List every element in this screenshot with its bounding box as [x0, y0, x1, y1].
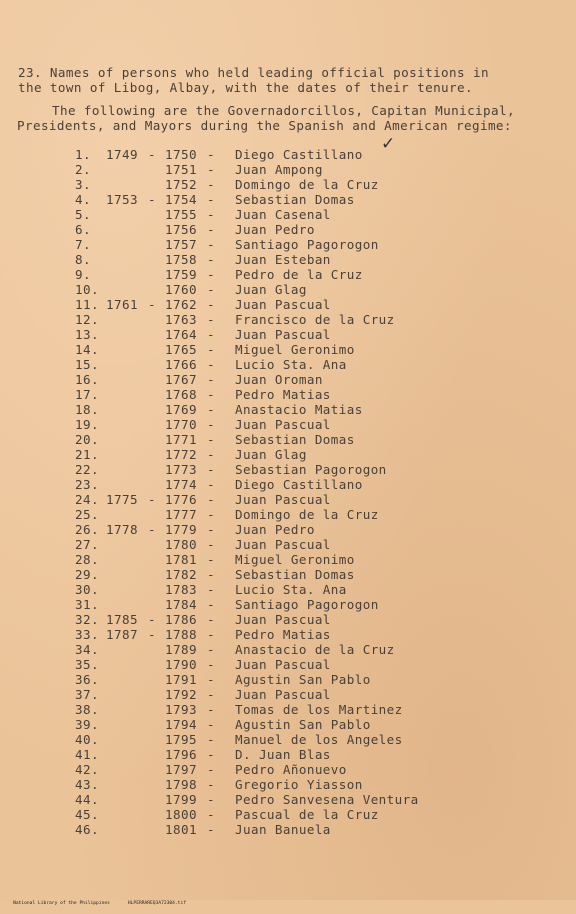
- end-year: 1769: [165, 402, 197, 417]
- start-year: 1749: [106, 147, 138, 162]
- official-name: D. Juan Blas: [235, 747, 331, 762]
- entry-number: 26.: [75, 522, 99, 537]
- official-name: Lucio Sta. Ana: [235, 357, 347, 372]
- entry-number: 6.: [75, 222, 91, 237]
- end-year: 1798: [165, 777, 197, 792]
- official-name: Agustin San Pablo: [235, 717, 371, 732]
- entry-number: 39.: [75, 717, 99, 732]
- name-dash: -: [207, 762, 215, 777]
- name-dash: -: [207, 627, 215, 642]
- name-dash: -: [207, 612, 215, 627]
- end-year: 1794: [165, 717, 197, 732]
- official-name: Pedro de la Cruz: [235, 267, 363, 282]
- official-name: Juan Pascual: [235, 417, 331, 432]
- name-dash: -: [207, 432, 215, 447]
- end-year: 1757: [165, 237, 197, 252]
- official-name: Juan Oroman: [235, 372, 323, 387]
- official-name: Juan Pascual: [235, 297, 331, 312]
- official-name: Juan Casenal: [235, 207, 331, 222]
- official-name: Pedro Sanvesena Ventura: [235, 792, 419, 807]
- check-mark-icon: ✓: [381, 134, 396, 154]
- heading-line-1: 23. Names of persons who held leading official positions in: [18, 65, 489, 80]
- intro-line-1: The following are the Governadorcillos, Capitan Municipal,: [52, 103, 515, 118]
- official-name: Anastacio de la Cruz: [235, 642, 395, 657]
- name-dash: -: [207, 477, 215, 492]
- official-name: Diego Castillano: [235, 147, 363, 162]
- official-name: Miguel Geronimo: [235, 552, 355, 567]
- official-name: Agustin San Pablo: [235, 672, 371, 687]
- name-dash: -: [207, 597, 215, 612]
- official-name: Sebastian Domas: [235, 192, 355, 207]
- official-name: Diego Castillano: [235, 477, 363, 492]
- name-dash: -: [207, 567, 215, 582]
- entry-number: 22.: [75, 462, 99, 477]
- end-year: 1793: [165, 702, 197, 717]
- end-year: 1796: [165, 747, 197, 762]
- entry-number: 5.: [75, 207, 91, 222]
- official-name: Juan Esteban: [235, 252, 331, 267]
- entry-number: 33.: [75, 627, 99, 642]
- name-dash: -: [207, 447, 215, 462]
- name-dash: -: [207, 312, 215, 327]
- start-year: 1753: [106, 192, 138, 207]
- start-year: 1787: [106, 627, 138, 642]
- official-name: Pascual de la Cruz: [235, 807, 379, 822]
- end-year: 1768: [165, 387, 197, 402]
- name-dash: -: [207, 147, 215, 162]
- entry-number: 7.: [75, 237, 91, 252]
- official-name: Anastacio Matias: [235, 402, 363, 417]
- official-name: Pedro Matias: [235, 387, 331, 402]
- entry-number: 25.: [75, 507, 99, 522]
- entry-number: 15.: [75, 357, 99, 372]
- name-dash: -: [207, 192, 215, 207]
- end-year: 1791: [165, 672, 197, 687]
- entry-number: 10.: [75, 282, 99, 297]
- range-dash: -: [148, 627, 156, 642]
- end-year: 1782: [165, 567, 197, 582]
- name-dash: -: [207, 672, 215, 687]
- end-year: 1751: [165, 162, 197, 177]
- entry-number: 17.: [75, 387, 99, 402]
- official-name: Lucio Sta. Ana: [235, 582, 347, 597]
- official-name: Juan Pascual: [235, 687, 331, 702]
- range-dash: -: [148, 147, 156, 162]
- entry-number: 40.: [75, 732, 99, 747]
- entry-number: 37.: [75, 687, 99, 702]
- official-name: Juan Pedro: [235, 522, 315, 537]
- name-dash: -: [207, 462, 215, 477]
- end-year: 1766: [165, 357, 197, 372]
- range-dash: -: [148, 297, 156, 312]
- official-name: Juan Pascual: [235, 657, 331, 672]
- official-name: Pedro Añonuevo: [235, 762, 347, 777]
- name-dash: -: [207, 657, 215, 672]
- entry-number: 4.: [75, 192, 91, 207]
- end-year: 1799: [165, 792, 197, 807]
- official-name: Sebastian Domas: [235, 567, 355, 582]
- file-id: HLPERRAREQ3A72304.tif: [127, 901, 186, 906]
- start-year: 1778: [106, 522, 138, 537]
- heading-line-2: the town of Libog, Albay, with the dates of their tenure.: [18, 80, 473, 95]
- name-dash: -: [207, 687, 215, 702]
- end-year: 1762: [165, 297, 197, 312]
- official-name: Sebastian Domas: [235, 432, 355, 447]
- entry-number: 1.: [75, 147, 91, 162]
- name-dash: -: [207, 507, 215, 522]
- entry-number: 3.: [75, 177, 91, 192]
- end-year: 1771: [165, 432, 197, 447]
- name-dash: -: [207, 522, 215, 537]
- entry-number: 45.: [75, 807, 99, 822]
- name-dash: -: [207, 822, 215, 837]
- library-credit: National Library of the Philippines: [13, 901, 110, 906]
- official-name: Domingo de la Cruz: [235, 177, 379, 192]
- name-dash: -: [207, 582, 215, 597]
- name-dash: -: [207, 402, 215, 417]
- end-year: 1750: [165, 147, 197, 162]
- official-name: Santiago Pagorogon: [235, 237, 379, 252]
- entry-number: 30.: [75, 582, 99, 597]
- end-year: 1789: [165, 642, 197, 657]
- entry-number: 27.: [75, 537, 99, 552]
- name-dash: -: [207, 342, 215, 357]
- entry-number: 42.: [75, 762, 99, 777]
- name-dash: -: [207, 807, 215, 822]
- name-dash: -: [207, 267, 215, 282]
- end-year: 1760: [165, 282, 197, 297]
- name-dash: -: [207, 282, 215, 297]
- official-name: Juan Glag: [235, 282, 307, 297]
- entry-number: 2.: [75, 162, 91, 177]
- official-name: Francisco de la Cruz: [235, 312, 395, 327]
- official-name: Tomas de los Martinez: [235, 702, 403, 717]
- entry-number: 38.: [75, 702, 99, 717]
- entry-number: 31.: [75, 597, 99, 612]
- entry-number: 12.: [75, 312, 99, 327]
- name-dash: -: [207, 357, 215, 372]
- entry-number: 23.: [75, 477, 99, 492]
- end-year: 1783: [165, 582, 197, 597]
- official-name: Juan Pascual: [235, 327, 331, 342]
- name-dash: -: [207, 717, 215, 732]
- name-dash: -: [207, 747, 215, 762]
- entry-number: 9.: [75, 267, 91, 282]
- entry-number: 28.: [75, 552, 99, 567]
- name-dash: -: [207, 327, 215, 342]
- end-year: 1772: [165, 447, 197, 462]
- name-dash: -: [207, 387, 215, 402]
- end-year: 1788: [165, 627, 197, 642]
- name-dash: -: [207, 252, 215, 267]
- end-year: 1758: [165, 252, 197, 267]
- start-year: 1785: [106, 612, 138, 627]
- end-year: 1764: [165, 327, 197, 342]
- range-dash: -: [148, 612, 156, 627]
- end-year: 1759: [165, 267, 197, 282]
- name-dash: -: [207, 537, 215, 552]
- end-year: 1786: [165, 612, 197, 627]
- end-year: 1797: [165, 762, 197, 777]
- official-name: Juan Pascual: [235, 537, 331, 552]
- end-year: 1765: [165, 342, 197, 357]
- name-dash: -: [207, 177, 215, 192]
- name-dash: -: [207, 162, 215, 177]
- entry-number: 34.: [75, 642, 99, 657]
- entry-number: 14.: [75, 342, 99, 357]
- entry-number: 44.: [75, 792, 99, 807]
- end-year: 1763: [165, 312, 197, 327]
- name-dash: -: [207, 492, 215, 507]
- end-year: 1784: [165, 597, 197, 612]
- entry-number: 13.: [75, 327, 99, 342]
- official-name: Juan Banuela: [235, 822, 331, 837]
- entry-number: 24.: [75, 492, 99, 507]
- end-year: 1755: [165, 207, 197, 222]
- official-name: Miguel Geronimo: [235, 342, 355, 357]
- entry-number: 32.: [75, 612, 99, 627]
- end-year: 1756: [165, 222, 197, 237]
- range-dash: -: [148, 192, 156, 207]
- range-dash: -: [148, 522, 156, 537]
- entry-number: 16.: [75, 372, 99, 387]
- end-year: 1780: [165, 537, 197, 552]
- official-name: Juan Ampong: [235, 162, 323, 177]
- name-dash: -: [207, 732, 215, 747]
- name-dash: -: [207, 237, 215, 252]
- entry-number: 36.: [75, 672, 99, 687]
- end-year: 1754: [165, 192, 197, 207]
- end-year: 1790: [165, 657, 197, 672]
- entry-number: 8.: [75, 252, 91, 267]
- end-year: 1792: [165, 687, 197, 702]
- official-name: Pedro Matias: [235, 627, 331, 642]
- end-year: 1801: [165, 822, 197, 837]
- end-year: 1752: [165, 177, 197, 192]
- end-year: 1770: [165, 417, 197, 432]
- official-name: Gregorio Yiasson: [235, 777, 363, 792]
- end-year: 1776: [165, 492, 197, 507]
- name-dash: -: [207, 702, 215, 717]
- entry-number: 43.: [75, 777, 99, 792]
- entry-number: 19.: [75, 417, 99, 432]
- official-name: Juan Glag: [235, 447, 307, 462]
- official-name: Juan Pascual: [235, 612, 331, 627]
- official-name: Manuel de los Angeles: [235, 732, 403, 747]
- start-year: 1761: [106, 297, 138, 312]
- intro-line-2: Presidents, and Mayors during the Spanish and American regime:: [17, 118, 512, 133]
- end-year: 1773: [165, 462, 197, 477]
- name-dash: -: [207, 777, 215, 792]
- end-year: 1777: [165, 507, 197, 522]
- entry-number: 46.: [75, 822, 99, 837]
- official-name: Domingo de la Cruz: [235, 507, 379, 522]
- entry-number: 11.: [75, 297, 99, 312]
- range-dash: -: [148, 492, 156, 507]
- end-year: 1781: [165, 552, 197, 567]
- entry-number: 41.: [75, 747, 99, 762]
- name-dash: -: [207, 207, 215, 222]
- official-name: Juan Pascual: [235, 492, 331, 507]
- entry-number: 20.: [75, 432, 99, 447]
- official-name: Juan Pedro: [235, 222, 315, 237]
- end-year: 1779: [165, 522, 197, 537]
- entry-number: 35.: [75, 657, 99, 672]
- start-year: 1775: [106, 492, 138, 507]
- entry-number: 21.: [75, 447, 99, 462]
- official-name: Sebastian Pagorogon: [235, 462, 387, 477]
- end-year: 1800: [165, 807, 197, 822]
- name-dash: -: [207, 222, 215, 237]
- entry-number: 18.: [75, 402, 99, 417]
- official-name: Santiago Pagorogon: [235, 597, 379, 612]
- entry-number: 29.: [75, 567, 99, 582]
- name-dash: -: [207, 642, 215, 657]
- end-year: 1795: [165, 732, 197, 747]
- name-dash: -: [207, 372, 215, 387]
- end-year: 1774: [165, 477, 197, 492]
- name-dash: -: [207, 792, 215, 807]
- name-dash: -: [207, 552, 215, 567]
- end-year: 1767: [165, 372, 197, 387]
- name-dash: -: [207, 417, 215, 432]
- name-dash: -: [207, 297, 215, 312]
- scan-footer: [2, 893, 204, 906]
